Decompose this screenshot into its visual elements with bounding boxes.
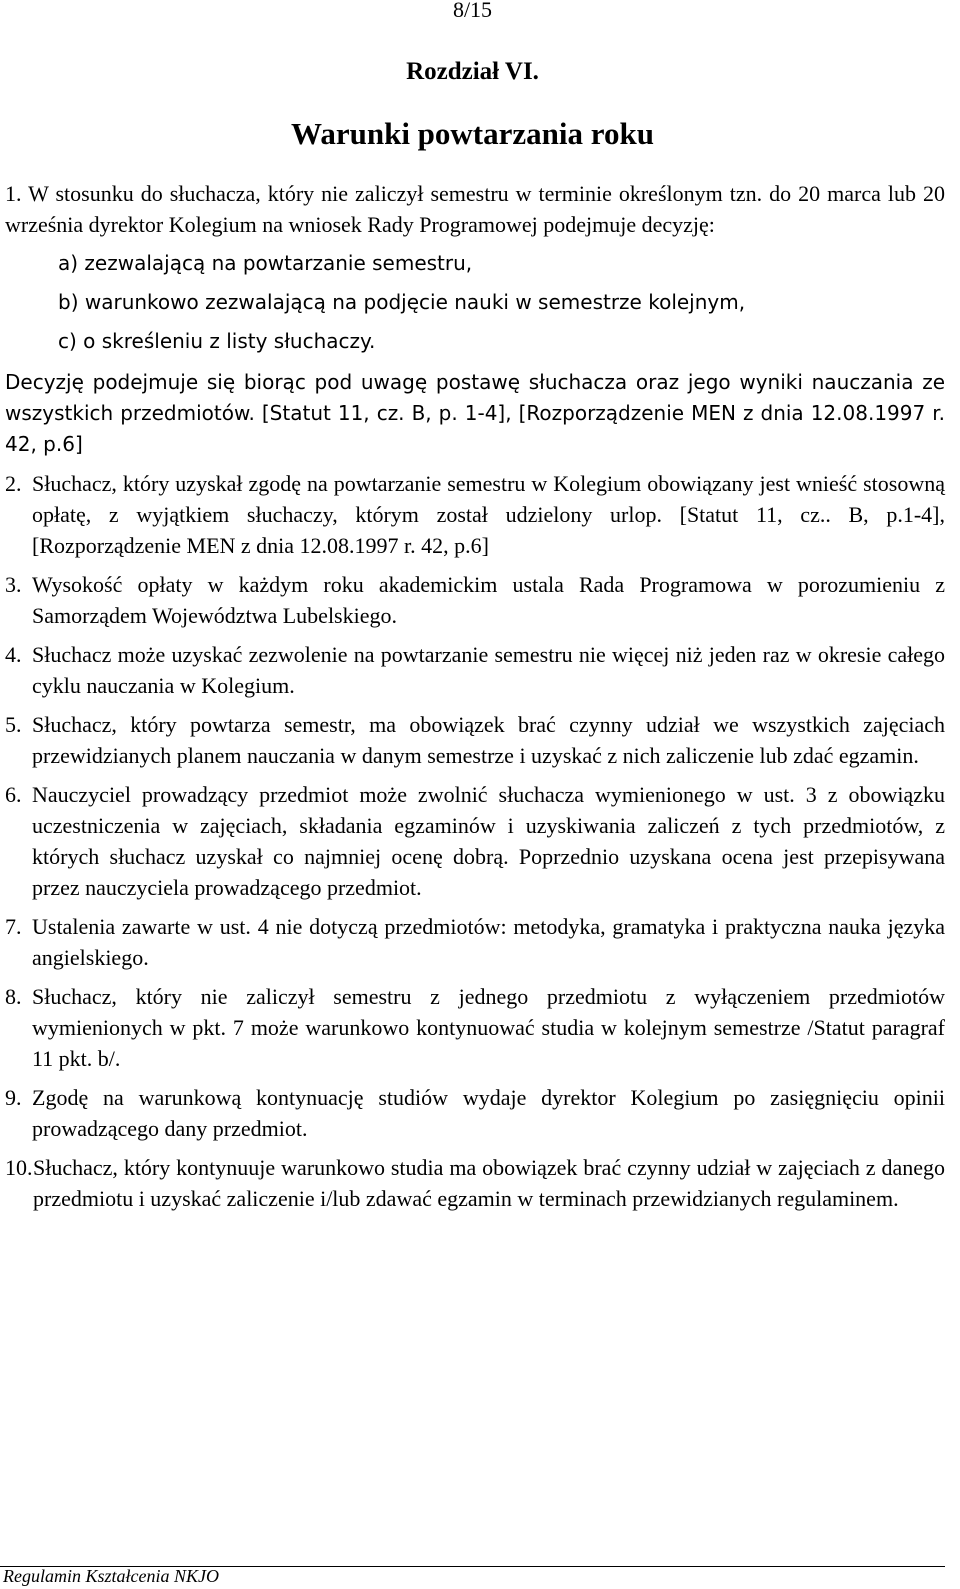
option-b: b) warunkowo zezwalającą na podjęcie nauki w semestrze kolejnym, — [58, 290, 746, 314]
item-number: 7. — [5, 914, 22, 939]
item-number: 10. — [5, 1155, 33, 1180]
item-text: Wysokość opłaty w każdym roku akademickim ustala Rada Programowa w porozumieniu z Samorządem Województwa Lubelskiego. — [32, 572, 945, 628]
item-number: 8. — [5, 984, 22, 1009]
item-number: 5. — [5, 712, 22, 737]
item-text: Słuchacz, który kontynuuje warunkowo studia ma obowiązek brać czynny udział w zajęciach z danego przedmiotu i uzyskać zaliczenie i/lub zdawać egzamin w terminach przewidzianych regulaminem. — [33, 1155, 945, 1211]
section-title: Warunki powtarzania roku — [291, 116, 654, 151]
option-c: c) o skreśleniu z listy słuchaczy. — [58, 329, 376, 353]
item-number: 1. — [5, 181, 22, 206]
document-body — [5, 178, 945, 1214]
item-4 — [5, 639, 945, 701]
item-10 — [5, 1152, 945, 1214]
item-number: 6. — [5, 782, 22, 807]
item-text: Ustalenia zawarte w ust. 4 nie dotyczą przedmiotów: metodyka, gramatyka i praktyczna nauka języka angielskiego. — [32, 914, 945, 970]
decision-note: Decyzję podejmuje się biorąc pod uwagę postawę słuchacza oraz jego wyniki nauczania ze wszystkich przedmiotów. [Statut 11, cz. B, p. 1-4], [Rozporządzenie MEN z dnia 12.08.1997 r. 42, p.6] — [5, 370, 945, 456]
item-text: Słuchacz, który uzyskał zgodę na powtarzanie semestru w Kolegium obowiązany jest wnieść stosowną opłatę, z wyjątkiem słuchaczy, którym został udzielony urlop. [Statut 11, cz.. B, p.1-4], [Rozporządzenie MEN z dnia 12.08.1997 r. 42, p.6] — [32, 471, 945, 558]
item-text: Nauczyciel prowadzący przedmiot może zwolnić słuchacza wymienionego w ust. 3 z obowiązku uczestniczenia w zajęciach, składania egzaminów i uzyskiwania zaliczeń z tych przedmiotów, z których słuchacz uzyskał co najmniej ocenę dobrą. Poprzednio uzyskana ocena jest przepisywana przez nauczyciela prowadzącego przedmiot. — [32, 782, 945, 900]
item-text: tzn. do 20 marca lub 20 września dyrektor Kolegium na wniosek Rady Programowej podejmuje decyzję: — [5, 181, 945, 237]
item-number: 2. — [5, 471, 22, 496]
item-number: 4. — [5, 642, 22, 667]
page-number: 8/15 — [452, 0, 493, 22]
item-1 — [5, 178, 945, 240]
item-9 — [5, 1082, 945, 1144]
item-3 — [5, 569, 945, 631]
item-5 — [5, 709, 945, 771]
option-a: a) zezwalającą na powtarzanie semestru, — [58, 251, 473, 275]
item-text: Słuchacz może uzyskać zezwolenie na powtarzanie semestru nie więcej niż jeden raz w okresie całego cyklu nauczania w Kolegium. — [32, 642, 945, 698]
item-number: 9. — [5, 1085, 22, 1110]
item-2 — [5, 468, 945, 561]
item-number: 3. — [5, 572, 22, 597]
item-text-line1: W stosunku do słuchacza, który nie zaliczył semestru w terminie określonym — [28, 181, 723, 206]
item-text: Słuchacz, który powtarza semestr, ma obowiązek brać czynny udział we wszystkich zajęciach przewidzianych planem nauczania w danym semestrze i uzyskać z nich zaliczenie lub zdać egzamin. — [32, 712, 945, 768]
chapter-heading: Rozdział VI. — [406, 58, 539, 85]
footer-text: Regulamin Kształcenia NKJO — [3, 1566, 219, 1586]
item-6 — [5, 779, 945, 903]
item-text: Słuchacz, który nie zaliczył semestru z jednego przedmiotu z wyłączeniem przedmiotów wymienionych w pkt. 7 może warunkowo kontynuować studia w kolejnym semestrze /Statut paragraf 11 pkt. b/. — [32, 984, 945, 1071]
item-text: Zgodę na warunkową kontynuację studiów wydaje dyrektor Kolegium po zasięgnięciu opinii prowadzącego dany przedmiot. — [32, 1085, 945, 1141]
item-7 — [5, 911, 945, 973]
item-8 — [5, 981, 945, 1074]
